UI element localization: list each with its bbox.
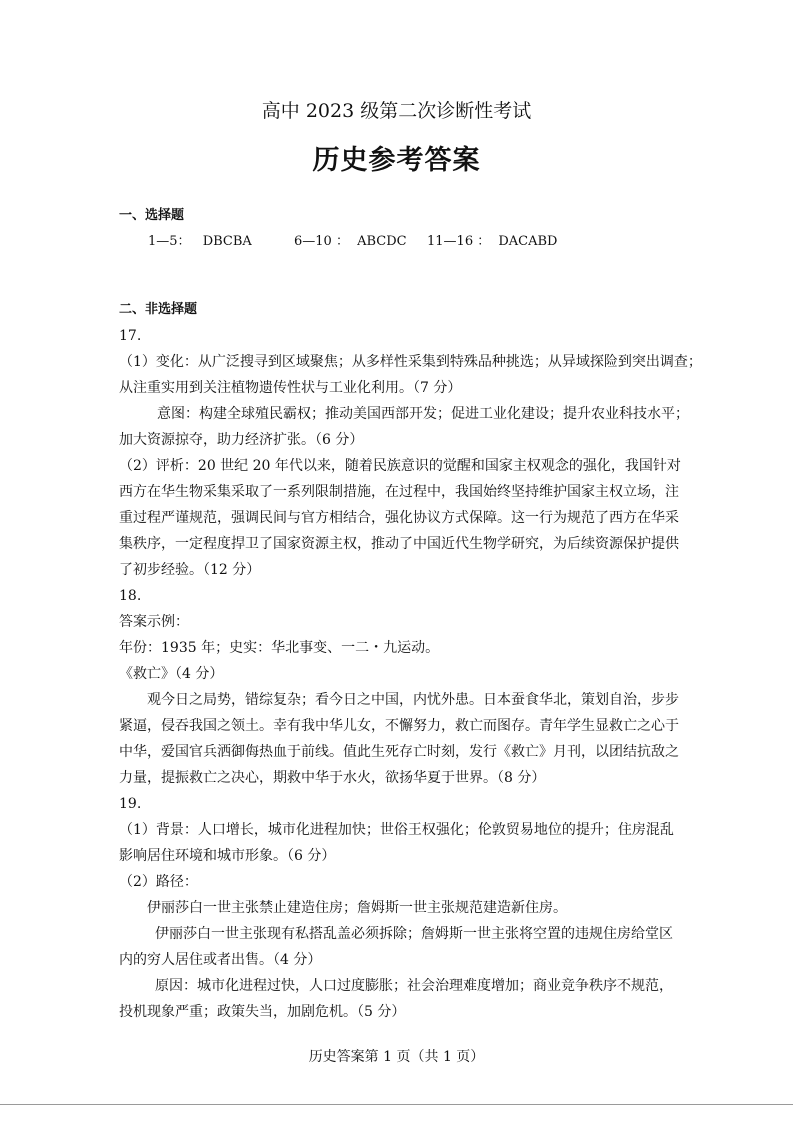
q19-line: 内的穷人居住或者出售。（4 分） xyxy=(119,952,322,968)
answer-letters: DACABD xyxy=(498,234,558,249)
document-title: 历史参考答案 xyxy=(312,145,481,176)
q19-line: （1）背景：人口增长，城市化进程加快；世俗王权强化；伦敦贸易地位的提升；住房混乱 xyxy=(119,822,674,838)
q19-line: 伊丽莎白一世主张禁止建造住房；詹姆斯一世主张规范建造新住房。 xyxy=(147,900,567,916)
q17-line: 加大资源掠夺，助力经济扩张。（6 分） xyxy=(119,432,364,448)
q18-line: 紧逼，侵吞我国之领土。幸有我中华儿女，不懈努力，救亡而图存。青年学生显救亡之心于 xyxy=(119,718,679,734)
answer-letters: DBCBA xyxy=(202,234,252,249)
question-number-18: 18. xyxy=(119,588,142,604)
answer-range: 6—10 ： xyxy=(294,234,349,249)
answer-range: 11—16 ： xyxy=(427,234,491,249)
section-heading-choice: 一、选择题 xyxy=(119,208,185,223)
answer-group-2 xyxy=(294,233,407,251)
q17-line: 从注重实用到关注植物遗传性状与工业化利用。（7 分） xyxy=(119,380,462,396)
q17-line: 了初步经验。（12 分） xyxy=(119,562,261,578)
q18-line: 年份：1935 年；史实：华北事变、一二・九运动。 xyxy=(119,640,440,656)
section-heading-nonchoice: 二、非选择题 xyxy=(119,302,198,317)
q19-line: 伊丽莎白一世主张现有私搭乱盖必须拆除；詹姆斯一世主张将空置的违规住房给堂区 xyxy=(155,926,673,942)
q19-line: 原因：城市化进程过快，人口过度膨胀；社会治理难度增加；商业竞争秩序不规范， xyxy=(155,978,673,994)
answer-range: 1—5： xyxy=(148,234,191,249)
q17-line: （2）评析：20 世纪 20 年代以来，随着民族意识的觉醒和国家主权观念的强化，我国针对 xyxy=(119,458,681,474)
q19-line: 投机现象严重；政策失当，加剧危机。（5 分） xyxy=(119,1004,406,1020)
q17-line: （1）变化：从广泛搜寻到区域聚焦；从多样性采集到特殊品种挑选；从异域探险到突出调查； xyxy=(119,354,702,370)
page-bottom-divider xyxy=(0,1104,793,1105)
exam-title: 高中 2023 级第二次诊断性考试 xyxy=(261,100,532,122)
answer-group-1 xyxy=(148,233,252,251)
answer-group-3 xyxy=(427,233,557,251)
page-footer: 历史答案第 1 页（共 1 页） xyxy=(308,1049,485,1065)
q17-line: 集秩序，一定程度捍卫了国家资源主权，推动了中国近代生物学研究，为后续资源保护提供 xyxy=(119,536,679,552)
q18-line: 答案示例： xyxy=(119,614,189,630)
q17-line: 西方在华生物采集采取了一系列限制措施，在过程中，我国始终坚持维护国家主权立场，注 xyxy=(119,484,679,500)
q18-line: 观今日之局势，错综复杂；看今日之中国，内忧外患。日本蚕食华北，策划自治，步步 xyxy=(147,692,679,708)
question-number-19: 19. xyxy=(119,796,142,812)
question-number-17: 17. xyxy=(119,328,142,344)
q17-line: 意图：构建全球殖民霸权；推动美国西部开发；促进工业化建设；提升农业科技水平； xyxy=(157,406,689,422)
answer-letters: ABCDC xyxy=(357,234,407,249)
q17-line: 重过程严谨规范，强调民间与官方相结合，强化协议方式保障。这一行为规范了西方在华采 xyxy=(119,510,679,526)
q18-line: 力量，提振救亡之决心，期救中华于水火，欲扬华夏于世界。（8 分） xyxy=(119,770,546,786)
q18-line: 《救亡》（4 分） xyxy=(119,666,224,682)
q18-line: 中华，爱国官兵洒御侮热血于前线。值此生死存亡时刻，发行《救亡》月刊，以团结抗敌之 xyxy=(119,744,679,760)
q19-line: 影响居住环境和城市形象。（6 分） xyxy=(119,848,336,864)
q19-line: （2）路径： xyxy=(119,874,198,890)
